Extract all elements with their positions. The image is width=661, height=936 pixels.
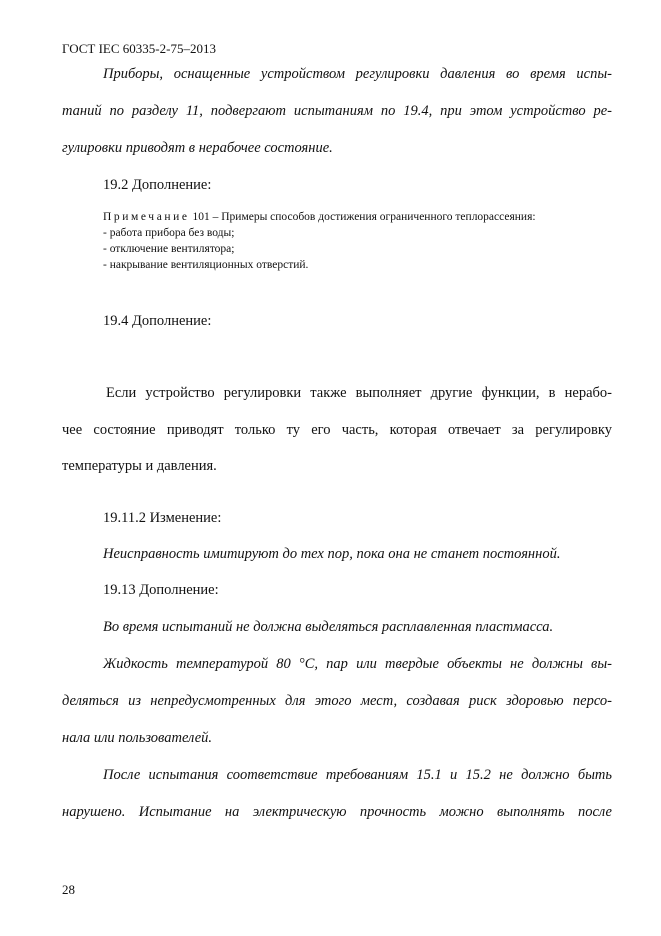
document-header: ГОСТ IEC 60335-2-75–2013: [62, 41, 216, 56]
paragraph-line: таний по разделу 11, подвергают испытаниям по 19.4, при этом устройство ре-: [62, 103, 612, 119]
note-item: - накрывание вентиляционных отверстий.: [103, 259, 309, 271]
paragraph-line: Во время испытаний не должна выделяться расплавленная пластмасса.: [103, 619, 554, 635]
section-heading-19-11-2: 19.11.2 Изменение:: [103, 510, 222, 526]
section-heading-19-2: 19.2 Дополнение:: [103, 177, 212, 193]
paragraph-line: нарушено. Испытание на электрическую прочность можно выполнять после: [62, 804, 612, 820]
note-intro: [103, 211, 536, 223]
paragraph-line: Если устройство регулировки также выполняет другие функции, в нерабо-: [106, 385, 612, 401]
paragraph-line: Приборы, оснащенные устройством регулировки давления во время испы-: [103, 66, 612, 82]
paragraph-line: После испытания соответствие требованиям 15.1 и 15.2 не должно быть: [103, 767, 612, 783]
paragraph-line: деляться из непредусмотренных для этого мест, создавая риск здоровью персо-: [62, 693, 612, 709]
section-heading-19-4: 19.4 Дополнение:: [103, 313, 212, 329]
paragraph-line: чее состояние приводят только ту его часть, которая отвечает за регулировку: [62, 422, 612, 438]
note-item: - работа прибора без воды;: [103, 227, 235, 239]
note-label: Примечание: [103, 211, 190, 223]
paragraph-line: нала или пользователей.: [62, 730, 213, 746]
paragraph-line: гулировки приводят в нерабочее состояние.: [62, 140, 333, 156]
page-number: 28: [62, 882, 75, 897]
paragraph-line: Жидкость температурой 80 °С, пар или твердые объекты не должны вы-: [103, 656, 612, 672]
paragraph-line: температуры и давления.: [62, 458, 217, 474]
section-heading-19-13: 19.13 Дополнение:: [103, 582, 219, 598]
note-intro-text: 101 – Примеры способов достижения ограниченного теплорассеяния:: [189, 211, 536, 223]
note-item: - отключение вентилятора;: [103, 243, 235, 255]
paragraph-line: Неисправность имитируют до тех пор, пока она не станет постоянной.: [103, 546, 561, 562]
